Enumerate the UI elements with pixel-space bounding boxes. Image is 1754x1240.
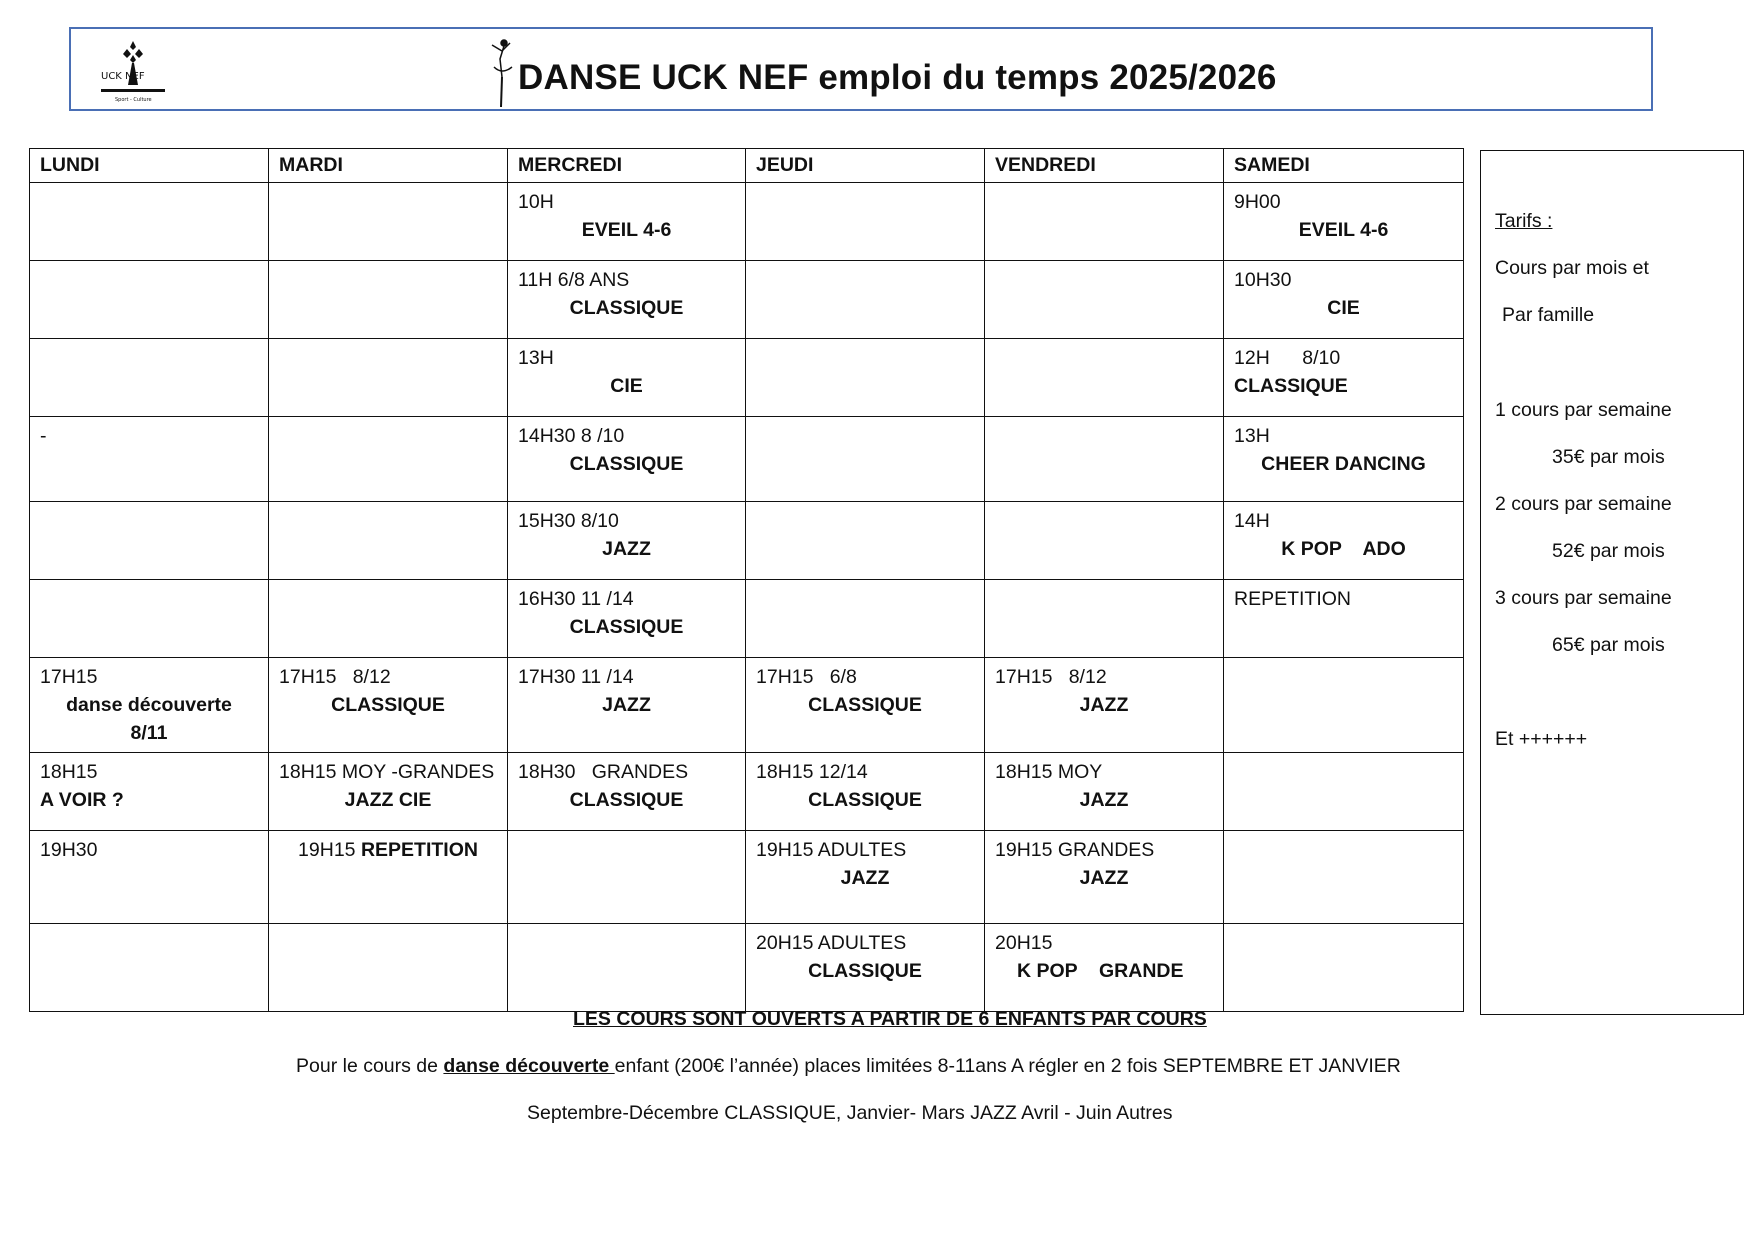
cell-jeudi bbox=[746, 580, 985, 658]
class-time: 19H15 ADULTES bbox=[756, 839, 907, 861]
class-time: 18H15 bbox=[40, 761, 98, 783]
class-time: 14H30 8 /10 bbox=[518, 425, 625, 447]
cell-mardi bbox=[269, 339, 508, 417]
cell-lundi bbox=[30, 753, 269, 831]
cell-mercredi bbox=[508, 658, 746, 753]
cell-lundi bbox=[30, 417, 269, 502]
class-time: 17H15 bbox=[40, 666, 98, 688]
cell-jeudi bbox=[746, 183, 985, 261]
cell-vendredi bbox=[985, 261, 1224, 339]
header-box bbox=[69, 27, 1653, 111]
cell-vendredi bbox=[985, 183, 1224, 261]
schedule-row bbox=[30, 658, 1464, 753]
class-time: 17H15 8/12 bbox=[279, 666, 391, 688]
cell-jeudi bbox=[746, 924, 985, 1012]
day-header-vendredi: VENDREDI bbox=[985, 149, 1224, 183]
cell-jeudi bbox=[746, 339, 985, 417]
cell-vendredi bbox=[985, 417, 1224, 502]
tarif-tier3-price: 65€ par mois bbox=[1552, 634, 1665, 656]
cell-lundi bbox=[30, 261, 269, 339]
cell-mardi bbox=[269, 417, 508, 502]
cell-samedi bbox=[1224, 658, 1464, 753]
class-name: JAZZ CIE bbox=[344, 789, 432, 811]
cell-mercredi bbox=[508, 831, 746, 924]
days-header-row bbox=[30, 149, 1464, 183]
class-name: danse découverte bbox=[66, 694, 232, 716]
cell-jeudi bbox=[746, 502, 985, 580]
class-time: 18H15 MOY bbox=[995, 761, 1103, 783]
cell-jeudi bbox=[746, 831, 985, 924]
class-name: JAZZ bbox=[602, 538, 651, 560]
cell-vendredi bbox=[985, 658, 1224, 753]
cell-samedi bbox=[1224, 261, 1464, 339]
schedule-row bbox=[30, 183, 1464, 261]
svg-text:Sport - Culture: Sport - Culture bbox=[115, 97, 152, 103]
class-time: 10H bbox=[518, 191, 554, 213]
cell-samedi bbox=[1224, 502, 1464, 580]
uck-nef-logo bbox=[91, 37, 175, 103]
tarif-tier2-price: 52€ par mois bbox=[1552, 540, 1665, 562]
class-name: REPETITION bbox=[360, 839, 478, 861]
cell-vendredi bbox=[985, 831, 1224, 924]
class-name: CLASSIQUE bbox=[569, 616, 684, 638]
cell-lundi bbox=[30, 580, 269, 658]
cell-vendredi bbox=[985, 924, 1224, 1012]
cell-mercredi bbox=[508, 417, 746, 502]
class-time: 16H30 11 /14 bbox=[518, 588, 634, 610]
day-header-mercredi: MERCREDI bbox=[508, 149, 746, 183]
cell-lundi bbox=[30, 502, 269, 580]
tarifs-intro-2: Par famille bbox=[1502, 304, 1595, 326]
class-time: 13H bbox=[518, 347, 554, 369]
cell-mardi bbox=[269, 502, 508, 580]
schedule-table bbox=[29, 148, 1464, 1012]
class-name: CLASSIQUE bbox=[331, 694, 445, 716]
day-header-samedi: SAMEDI bbox=[1224, 149, 1464, 183]
schedule-row bbox=[30, 261, 1464, 339]
class-name: CLASSIQUE bbox=[808, 694, 922, 716]
cell-jeudi bbox=[746, 753, 985, 831]
schedule-row bbox=[30, 924, 1464, 1012]
cell-jeudi bbox=[746, 261, 985, 339]
class-time: 19H15 bbox=[298, 839, 361, 861]
cell-mardi bbox=[269, 753, 508, 831]
cell-mercredi bbox=[508, 580, 746, 658]
cell-samedi bbox=[1224, 580, 1464, 658]
cell-mardi bbox=[269, 261, 508, 339]
cell-mardi bbox=[269, 924, 508, 1012]
tarif-extra: Et ++++++ bbox=[1495, 728, 1588, 750]
cell-mardi bbox=[269, 658, 508, 753]
cell-jeudi bbox=[746, 658, 985, 753]
day-header-mardi: MARDI bbox=[269, 149, 508, 183]
schedule-row bbox=[30, 339, 1464, 417]
cell-lundi bbox=[30, 183, 269, 261]
class-time: 10H30 bbox=[1234, 269, 1292, 291]
cell-mardi bbox=[269, 183, 508, 261]
class-time: 18H30 GRANDES bbox=[518, 761, 689, 783]
periods-note: Septembre-Décembre CLASSIQUE, Janvier- Mars JAZZ Avril - Juin Autres bbox=[527, 1102, 1173, 1124]
class-time: 17H15 8/12 bbox=[995, 666, 1107, 688]
cell-jeudi bbox=[746, 417, 985, 502]
day-header-lundi: LUNDI bbox=[30, 149, 269, 183]
cell-samedi bbox=[1224, 339, 1464, 417]
class-time: 20H15 bbox=[995, 932, 1053, 954]
cell-vendredi bbox=[985, 753, 1224, 831]
day-header-jeudi: JEUDI bbox=[746, 149, 985, 183]
cell-mercredi bbox=[508, 183, 746, 261]
schedule-body bbox=[30, 183, 1464, 1012]
class-time: 18H15 MOY -GRANDES bbox=[279, 761, 495, 783]
min-enrollment-notice: LES COURS SONT OUVERTS A PARTIR DE 6 ENFANTS PAR COURS bbox=[573, 1008, 1207, 1030]
class-time: 20H15 ADULTES bbox=[756, 932, 907, 954]
decouverte-link: danse découverte bbox=[443, 1055, 615, 1077]
decouverte-note bbox=[296, 1055, 1401, 1078]
page-title: DANSE UCK NEF emploi du temps 2025/2026 bbox=[518, 58, 1277, 97]
class-time: REPETITION bbox=[1234, 588, 1352, 610]
tarif-tier1-price: 35€ par mois bbox=[1552, 446, 1665, 468]
class-name: CHEER DANCING bbox=[1261, 453, 1426, 475]
cell-mercredi bbox=[508, 753, 746, 831]
cell-lundi bbox=[30, 658, 269, 753]
decouverte-suffix: enfant (200€ l’année) places limitées 8-11ans A régler en 2 fois SEPTEMBRE ET JANVIER bbox=[614, 1055, 1401, 1077]
class-name: CLASSIQUE bbox=[569, 789, 684, 811]
schedule-row bbox=[30, 580, 1464, 658]
class-time: 19H15 GRANDES bbox=[995, 839, 1155, 861]
class-time: 14H bbox=[1234, 510, 1270, 532]
class-time: 17H30 11 /14 bbox=[518, 666, 634, 688]
class-name: JAZZ bbox=[1079, 789, 1129, 811]
class-name: CIE bbox=[610, 375, 643, 397]
tarif-tier2-label: 2 cours par semaine bbox=[1495, 493, 1672, 515]
tarif-tier3-label: 3 cours par semaine bbox=[1495, 587, 1672, 609]
class-name: JAZZ bbox=[1079, 867, 1129, 889]
class-time: 19H30 bbox=[40, 839, 98, 861]
cell-lundi bbox=[30, 831, 269, 924]
class-name: K POP GRANDE bbox=[1017, 960, 1184, 982]
class-time: - bbox=[40, 425, 47, 447]
class-name: JAZZ bbox=[840, 867, 890, 889]
schedule-row bbox=[30, 502, 1464, 580]
svg-text:UCK NEF: UCK NEF bbox=[101, 71, 145, 82]
tarifs-heading: Tarifs : bbox=[1495, 210, 1553, 232]
class-time: 13H bbox=[1234, 425, 1270, 447]
class-name: K POP ADO bbox=[1281, 538, 1406, 560]
class-name: EVEIL 4-6 bbox=[1298, 219, 1389, 241]
cell-mercredi bbox=[508, 502, 746, 580]
class-time: 18H15 12/14 bbox=[756, 761, 868, 783]
class-name: CIE bbox=[1327, 297, 1360, 319]
cell-vendredi bbox=[985, 580, 1224, 658]
class-name: 8/11 bbox=[130, 722, 168, 744]
class-name: JAZZ bbox=[1079, 694, 1129, 716]
class-name: A VOIR ? bbox=[40, 789, 124, 811]
cell-mercredi bbox=[508, 924, 746, 1012]
cell-vendredi bbox=[985, 502, 1224, 580]
class-entry bbox=[279, 836, 497, 864]
class-name: CLASSIQUE bbox=[569, 297, 684, 319]
class-time: 11H 6/8 ANS bbox=[518, 269, 630, 291]
tarif-tier1-label: 1 cours par semaine bbox=[1495, 399, 1672, 421]
class-name: JAZZ bbox=[602, 694, 651, 716]
cell-mercredi bbox=[508, 261, 746, 339]
class-name: EVEIL 4-6 bbox=[581, 219, 672, 241]
cell-samedi bbox=[1224, 183, 1464, 261]
cell-mercredi bbox=[508, 339, 746, 417]
cell-mardi bbox=[269, 580, 508, 658]
cell-samedi bbox=[1224, 417, 1464, 502]
class-name: CLASSIQUE bbox=[569, 453, 684, 475]
class-time: 9H00 bbox=[1234, 191, 1281, 213]
cell-lundi bbox=[30, 924, 269, 1012]
class-time: 12H 8/10 bbox=[1234, 347, 1341, 369]
schedule-row bbox=[30, 417, 1464, 502]
cell-vendredi bbox=[985, 339, 1224, 417]
class-time: 15H30 8/10 bbox=[518, 510, 619, 532]
ballerina-icon bbox=[482, 37, 522, 109]
class-time: 17H15 6/8 bbox=[756, 666, 857, 688]
class-name: CLASSIQUE bbox=[1234, 375, 1348, 397]
cell-lundi bbox=[30, 339, 269, 417]
schedule-row bbox=[30, 753, 1464, 831]
cell-samedi bbox=[1224, 753, 1464, 831]
decouverte-prefix: Pour le cours de bbox=[296, 1055, 444, 1077]
schedule-row bbox=[30, 831, 1464, 924]
cell-samedi bbox=[1224, 831, 1464, 924]
class-name: CLASSIQUE bbox=[808, 960, 922, 982]
tarifs-intro-1: Cours par mois et bbox=[1495, 257, 1649, 279]
class-name: CLASSIQUE bbox=[808, 789, 922, 811]
cell-mardi bbox=[269, 831, 508, 924]
cell-samedi bbox=[1224, 924, 1464, 1012]
tarifs-box bbox=[1480, 150, 1744, 1015]
